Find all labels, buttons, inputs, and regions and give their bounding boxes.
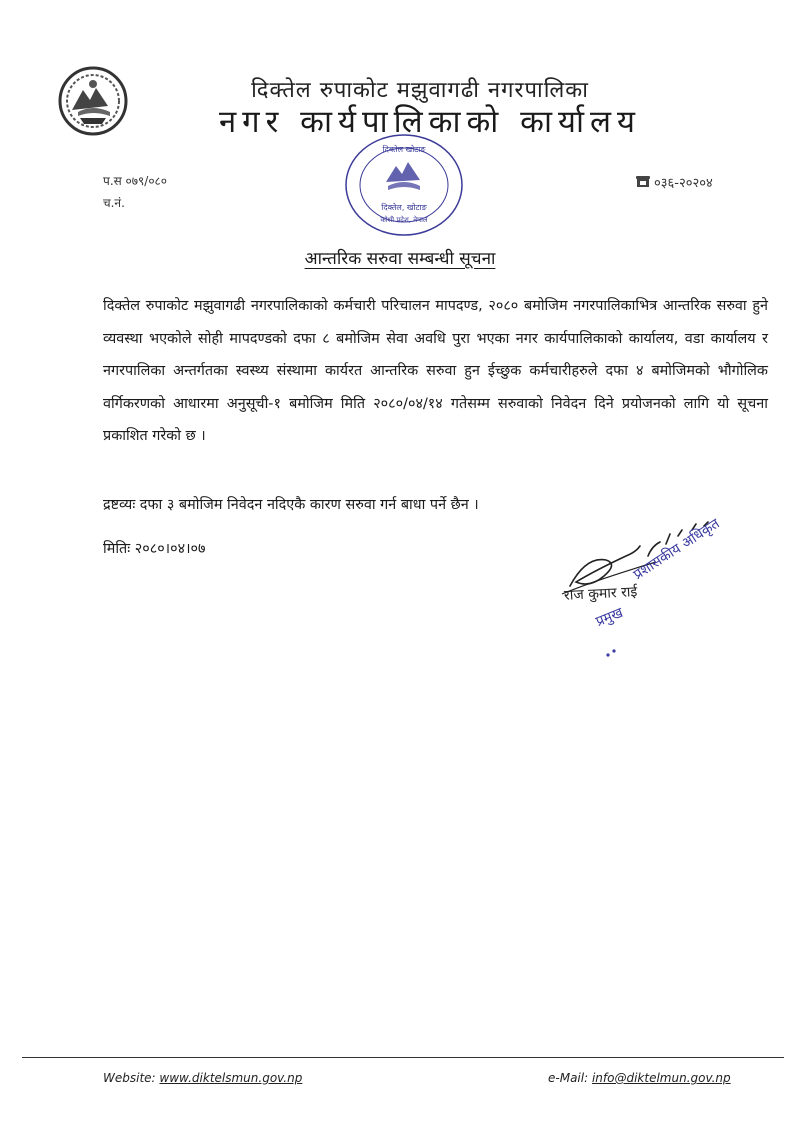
notice-note: द्रष्टव्यः दफा ३ बमोजिम निवेदन नदिएकै कारण सरुवा गर्न बाधा पर्ने छैन । bbox=[103, 497, 479, 513]
phone-number bbox=[636, 173, 713, 191]
footer-divider bbox=[22, 1057, 784, 1058]
svg-text:कोशी प्रदेश, नेपाल: कोशी प्रदेश, नेपाल bbox=[380, 216, 428, 224]
svg-text:दिक्तेल खोटाङ: दिक्तेल खोटाङ bbox=[382, 145, 426, 154]
nepal-emblem-icon bbox=[58, 66, 128, 136]
reference-number: प.स ०७९/०८० bbox=[103, 174, 168, 188]
svg-text:दिक्तेल, खोटाङ: दिक्तेल, खोटाङ bbox=[381, 203, 427, 212]
footer-website bbox=[103, 1071, 302, 1085]
signer-name: राज कुमार राई bbox=[563, 584, 638, 604]
footer-email bbox=[548, 1071, 731, 1085]
email-label: e-Mail: bbox=[548, 1071, 589, 1085]
notice-body: दिक्तेल रुपाकोट मझुवागढी नगरपालिकाको कर्मचारी परिचालन मापदण्ड, २०८० बमोजिम नगरपालिकाभित्र आन्तरिक सरुवा हुने व्यवस्था भएकोले सोही मापदण्डको दफा ८ बमोजिम सेवा अवधि पुरा भएका नगर कार्यपालिकाको कार्यालय, वडा कार्यालय र नगरपालिका अन्तर्गतका स्वस्थ्य संस्थामा कार्यरत आन्तरिक सरुवा हुन ईच्छुक कर्मचारीहरुले दफा ४ बमोजिमको भौगोलिक वर्गिकरणको आधारमा अनुसूची-१ बमोजिम मिति २०८०/०४/१४ गतेसम्म सरुवाको निवेदन दिने प्रयोजनको लागि यो सूचना प्रकाशित गरेको छ । bbox=[103, 298, 768, 445]
email-link[interactable]: info@diktelmun.gov.np bbox=[591, 1071, 731, 1085]
municipality-name: दिक्तेल रुपाकोट मझुवागढी नगरपालिका bbox=[251, 78, 589, 103]
signer-title: प्रशासकीय अधिकृत bbox=[630, 515, 723, 584]
dispatch-number: च.नं. bbox=[103, 196, 125, 210]
telephone-icon bbox=[636, 176, 650, 188]
phone-value: ०३६-२०२०४ bbox=[654, 176, 713, 191]
website-label: Website: bbox=[103, 1071, 156, 1085]
stamp-title-prefix: प्रमुख bbox=[593, 604, 626, 631]
stamp-mark-icon bbox=[604, 645, 620, 659]
office-name: नगर कार्यपालिकाको कार्यालय bbox=[218, 104, 642, 140]
office-stamp-icon bbox=[340, 130, 468, 240]
notice-title bbox=[0, 246, 800, 269]
website-link[interactable]: www.diktelsmun.gov.np bbox=[159, 1071, 303, 1085]
notice-title-text: आन्तरिक सरुवा सम्बन्धी सूचना bbox=[304, 249, 496, 269]
notice-date: मितिः २०८०।०४।०७ bbox=[103, 541, 206, 557]
